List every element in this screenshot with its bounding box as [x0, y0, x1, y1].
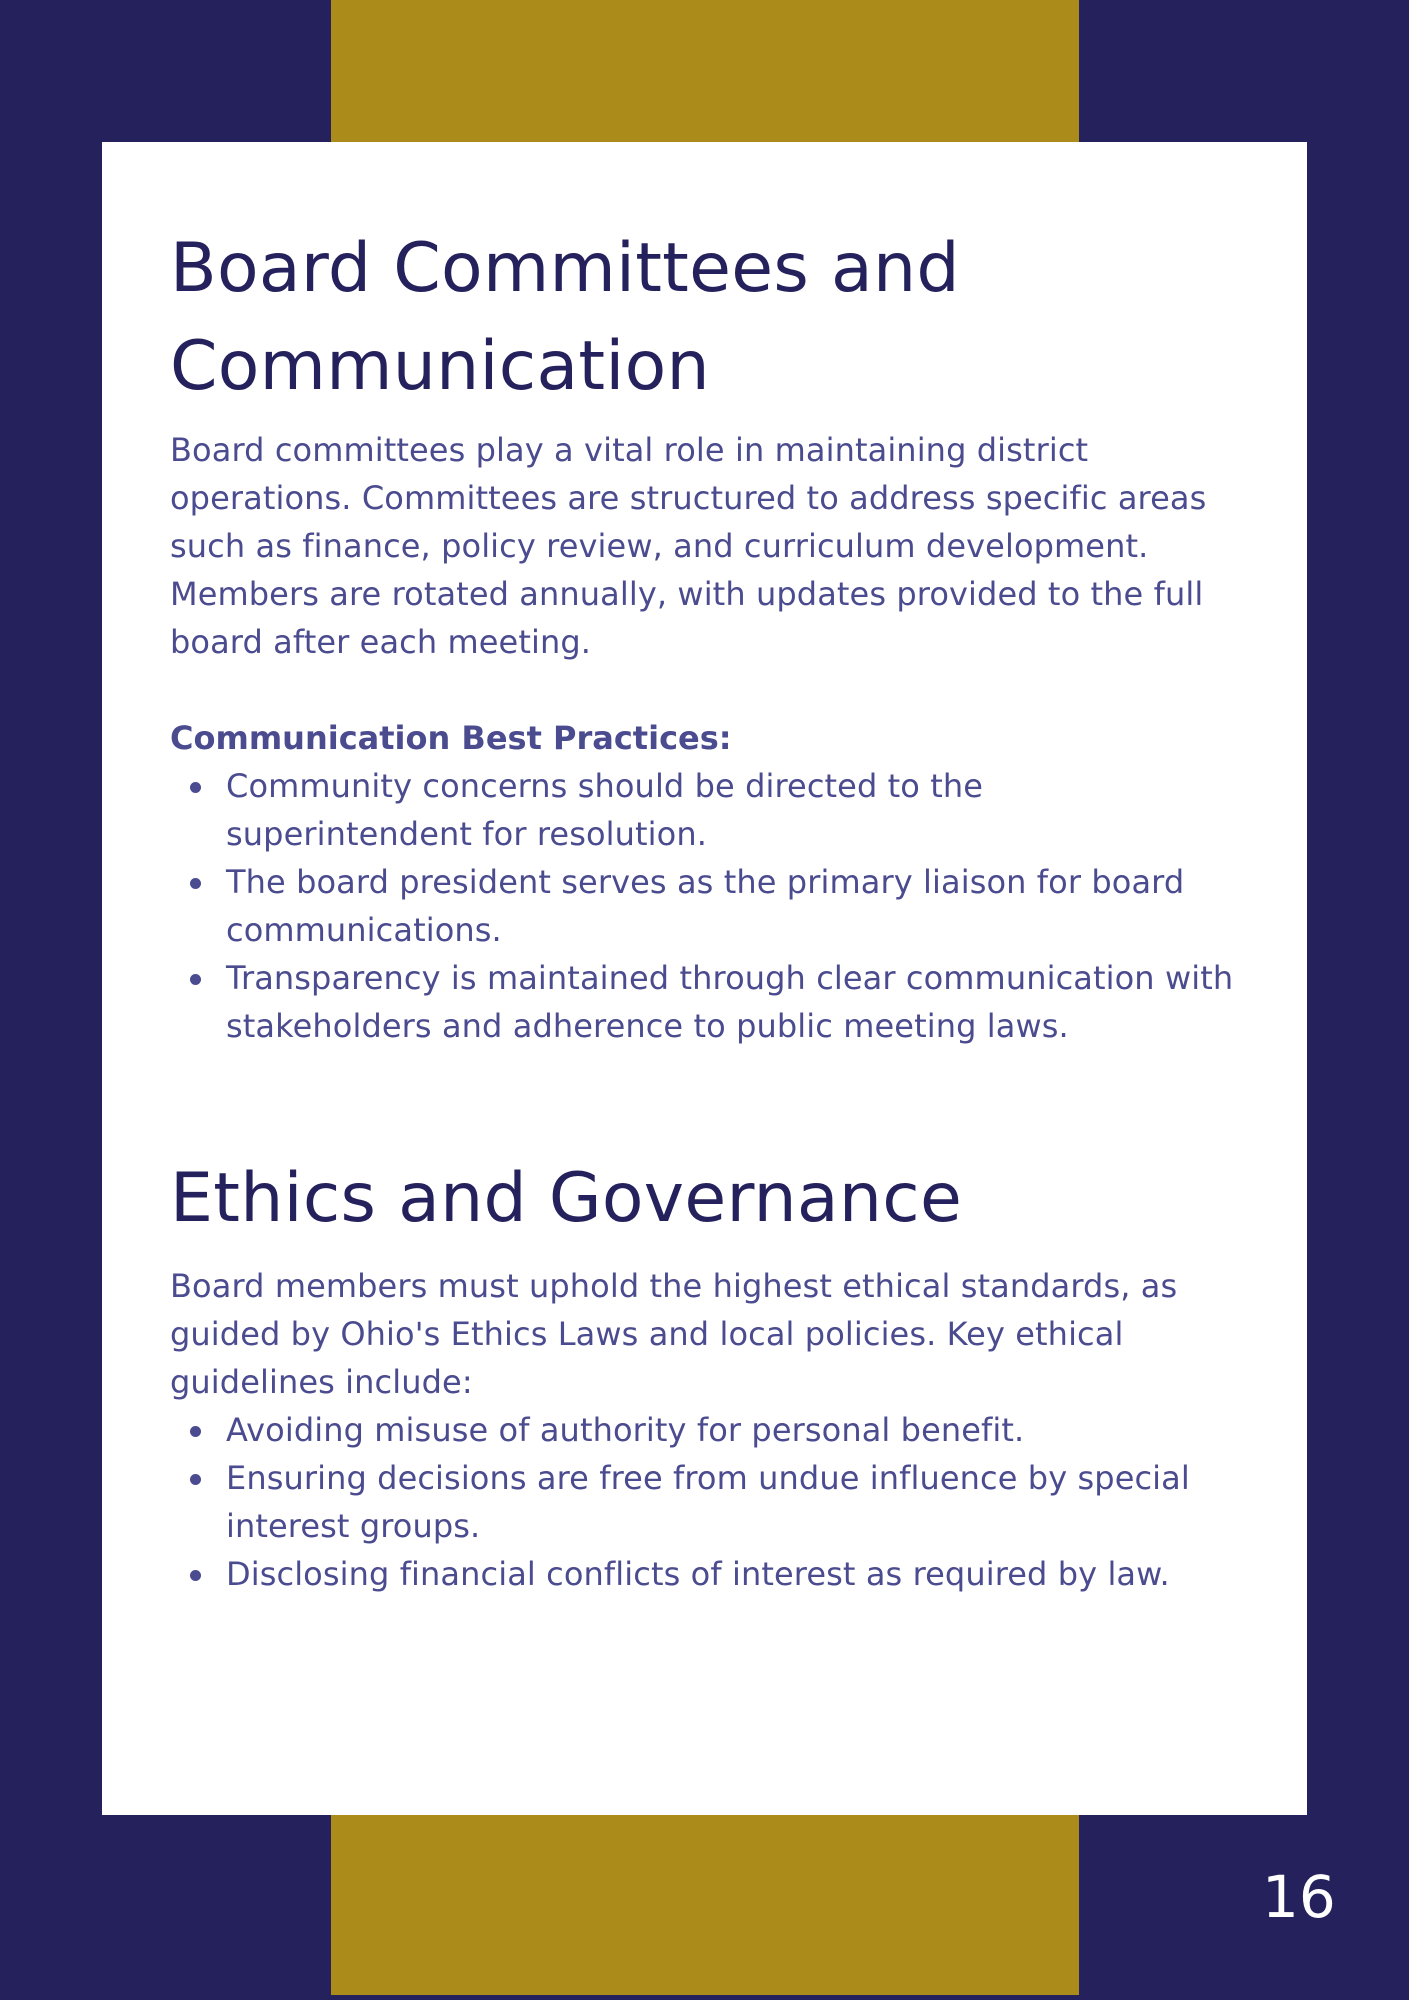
list-item: Community concerns should be directed to the superintendent for resolution. — [226, 762, 1237, 858]
section-title: Board Committees and Communication — [170, 229, 960, 406]
list-item: Ensuring decisions are free from undue influence by special interest groups. — [226, 1454, 1237, 1550]
ethics-governance-section — [170, 1150, 1237, 1598]
communication-practices-list — [170, 762, 1237, 1050]
section-intro: Board committees play a vital role in maintaining district operations. Committees are structured to address specific areas such as finance, policy review, and curriculum development. Members are rotated annually, with updates provided to the full board after each meeting. — [170, 431, 1207, 661]
page-number: 16 — [1262, 1863, 1336, 1931]
content-card — [102, 142, 1307, 1815]
board-committees-section — [170, 220, 1237, 1050]
section-title: Ethics and Governance — [170, 1159, 963, 1238]
top-gold-band — [331, 0, 1079, 142]
bottom-gold-band — [331, 1815, 1079, 1995]
list-item: Avoiding misuse of authority for personal benefit. — [226, 1406, 1237, 1454]
section-intro: Board members must uphold the highest ethical standards, as guided by Ohio's Ethics Laws and local policies. Key ethical guidelines include: — [170, 1267, 1178, 1401]
ethical-guidelines-list — [170, 1406, 1237, 1598]
list-item: Disclosing financial conflicts of interest as required by law. — [226, 1550, 1237, 1598]
list-item: Transparency is maintained through clear communication with stakeholders and adherence to public meeting laws. — [226, 954, 1237, 1050]
list-item: The board president serves as the primary liaison for board communications. — [226, 858, 1237, 954]
communication-subheading: Communication Best Practices: — [170, 719, 732, 757]
